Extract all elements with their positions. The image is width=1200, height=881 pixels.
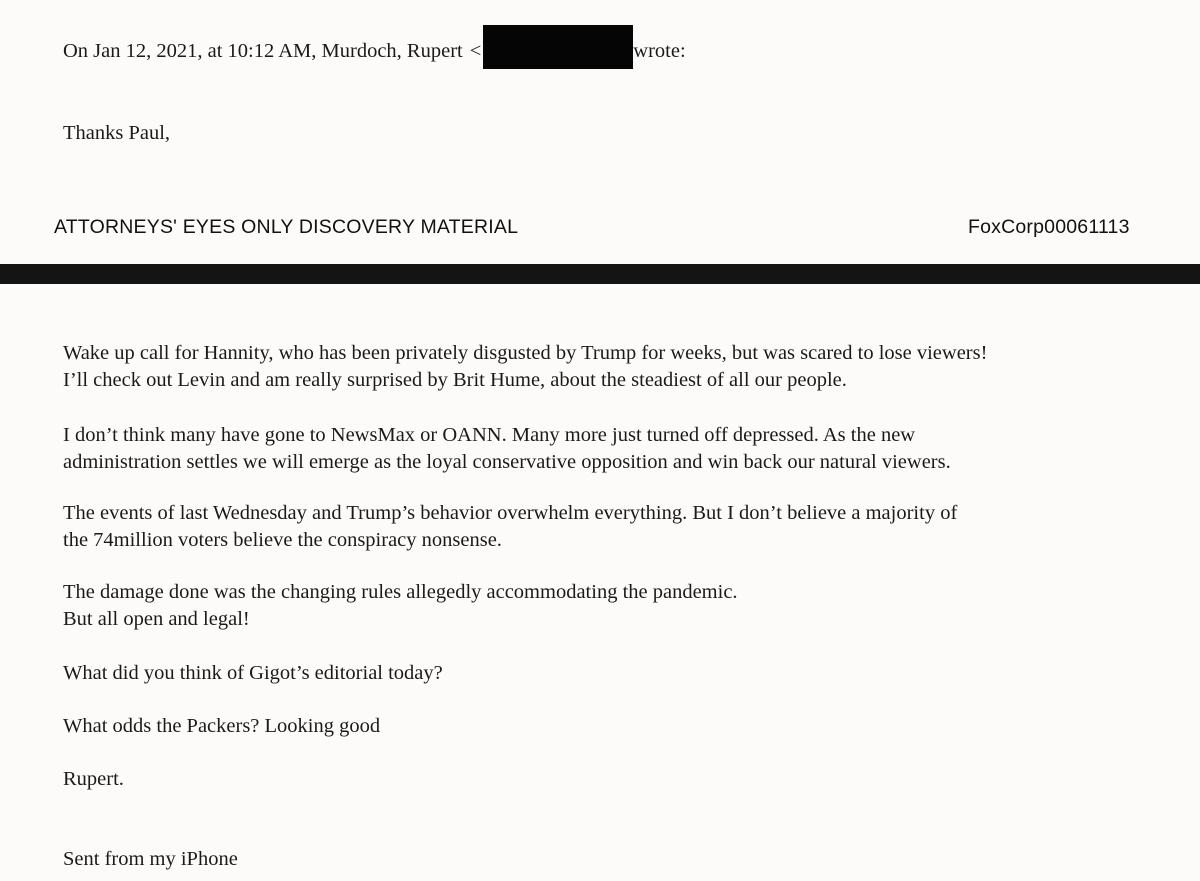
paragraph-packers: What odds the Packers? Looking good bbox=[63, 715, 381, 737]
paragraph-line: administration settles we will emerge as the loyal conservative opposition and win back our natural viewers. bbox=[63, 451, 951, 473]
paragraph-line: I’ll check out Levin and am really surprised by Brit Hume, about the steadiest of all our people. bbox=[63, 369, 847, 391]
paragraph-line: the 74million voters believe the conspiracy nonsense. bbox=[63, 529, 502, 551]
header-angle-bracket: < bbox=[469, 40, 482, 62]
paragraph-line: The events of last Wednesday and Trump’s behavior overwhelm everything. But I don’t believe a majority of bbox=[63, 502, 958, 524]
greeting: Thanks Paul, bbox=[63, 122, 171, 144]
paragraph-events bbox=[63, 500, 957, 554]
bates-number: FoxCorp00061113 bbox=[968, 216, 1130, 238]
paragraph-line: The damage done was the changing rules allegedly accommodating the pandemic. bbox=[63, 581, 738, 603]
email-header-line bbox=[63, 13, 686, 65]
paragraph-hannity bbox=[63, 340, 987, 394]
header-suffix: wrote: bbox=[633, 40, 686, 62]
redaction-box bbox=[483, 25, 633, 69]
paragraph-gigot: What did you think of Gigot’s editorial today? bbox=[63, 662, 443, 684]
confidentiality-label: ATTORNEYS' EYES ONLY DISCOVERY MATERIAL bbox=[54, 216, 519, 238]
signature: Rupert. bbox=[63, 768, 124, 790]
page-divider bbox=[0, 264, 1200, 284]
paragraph-line: I don’t think many have gone to NewsMax or OANN. Many more just turned off depressed. As the new bbox=[63, 424, 916, 446]
paragraph-line: Wake up call for Hannity, who has been privately disgusted by Trump for weeks, but was scared to lose viewers! bbox=[63, 342, 988, 364]
paragraph-line: But all open and legal! bbox=[63, 608, 250, 630]
paragraph-newsmax bbox=[63, 422, 951, 476]
sent-from-line: Sent from my iPhone bbox=[63, 848, 238, 870]
paragraph-damage bbox=[63, 579, 738, 633]
header-prefix: On Jan 12, 2021, at 10:12 AM, Murdoch, Rupert bbox=[63, 40, 463, 62]
